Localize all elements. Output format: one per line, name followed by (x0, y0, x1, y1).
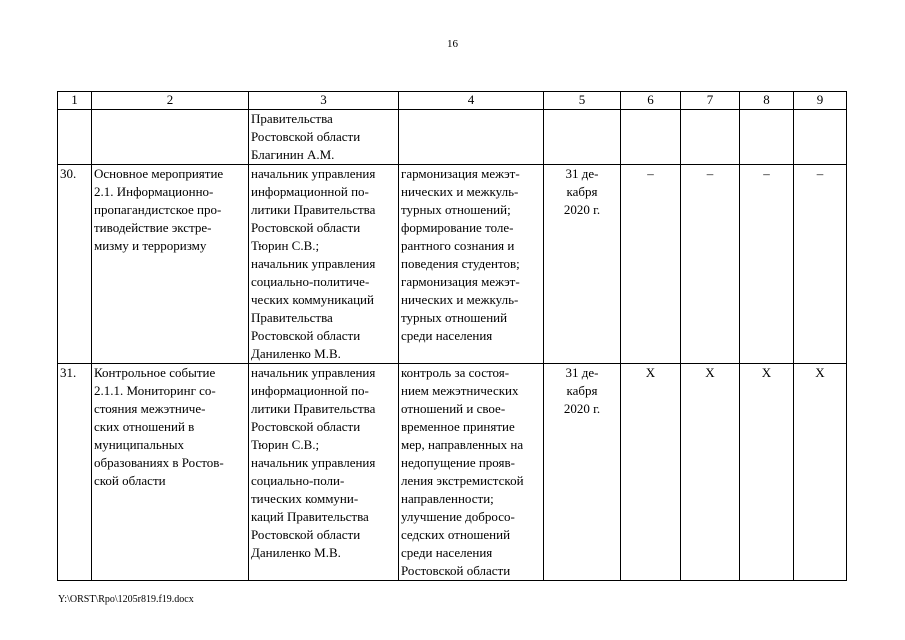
cell-line: образованиях в Ростов- (94, 455, 224, 470)
cell-line: Ростовской области (251, 129, 361, 144)
cell-line: нических и межкуль- (401, 184, 519, 199)
expected-result-cell (399, 364, 544, 581)
cell-line: отношений и свое- (401, 401, 506, 416)
cell-line: Ростовской области (251, 527, 361, 542)
expected-result-cell (399, 165, 544, 364)
cell-line: гармонизация межэт- (401, 166, 520, 181)
cell-line: информационной по- (251, 383, 369, 398)
cell-line: 31 де- (565, 365, 599, 380)
cell-line: начальник управления (251, 365, 376, 380)
cell-line: ления экстремистской (401, 473, 524, 488)
cell-line: Основное мероприятие (94, 166, 224, 181)
col-6-cell (621, 110, 681, 165)
cell-line: стояния межэтниче- (94, 401, 206, 416)
cell-line: кабря (566, 383, 598, 398)
cell-line: Ростовской области (251, 419, 361, 434)
table-row (58, 364, 847, 581)
column-number: 9 (794, 92, 847, 110)
cell-line: муниципальных (94, 437, 185, 452)
cell-line: литики Правительства (251, 202, 376, 217)
cell-line: Ростовской области (251, 328, 361, 343)
activity-name-cell (92, 110, 249, 165)
page-number: 16 (447, 38, 458, 50)
cell-line: Даниленко М.В. (251, 346, 341, 361)
cell-line: формирование толе- (401, 220, 514, 235)
cell-line: 2020 г. (563, 202, 601, 217)
cell-line: мизму и терроризму (94, 238, 207, 253)
table-row (58, 110, 847, 165)
cell-line: недопущение прояв- (401, 455, 515, 470)
cell-line: гармонизация межэт- (401, 274, 520, 289)
cell-line: начальник управления (251, 166, 376, 181)
cell-line: тиводействие экстре- (94, 220, 212, 235)
cell-line: начальник управления (251, 455, 376, 470)
cell-line: социально-поли- (251, 473, 345, 488)
cell-line: рантного сознания и (401, 238, 515, 253)
column-number: 2 (92, 92, 249, 110)
col-8-cell: Х (740, 364, 794, 581)
cell-line: Благинин А.М. (251, 147, 335, 162)
column-number: 4 (399, 92, 544, 110)
table-row (58, 165, 847, 364)
activity-name-cell (92, 165, 249, 364)
cell-line: среди населения (401, 545, 493, 560)
cell-line: 31 де- (565, 166, 599, 181)
cell-line: Правительства (251, 111, 333, 126)
cell-line: Даниленко М.В. (251, 545, 341, 560)
cell-line: информационной по- (251, 184, 369, 199)
column-number: 8 (740, 92, 794, 110)
col-6-cell: – (621, 165, 681, 364)
cell-line: поведения студентов; (401, 256, 520, 271)
cell-line: литики Правительства (251, 401, 376, 416)
col-9-cell: – (794, 165, 847, 364)
cell-line: ских отношений в (94, 419, 195, 434)
cell-line: 2.1.1. Мониторинг со- (94, 383, 216, 398)
cell-line: начальник управления (251, 256, 376, 271)
cell-line: улучшение добросо- (401, 509, 515, 524)
expected-result-cell (399, 110, 544, 165)
col-6-cell: Х (621, 364, 681, 581)
cell-line: кабря (566, 184, 598, 199)
deadline-cell (544, 165, 621, 364)
column-number: 1 (58, 92, 92, 110)
column-number: 5 (544, 92, 621, 110)
activity-name-cell (92, 364, 249, 581)
cell-line: ческих коммуникаций (251, 292, 374, 307)
column-number-row (58, 92, 847, 110)
cell-line: Ростовской области (401, 563, 511, 578)
col-8-cell (740, 110, 794, 165)
row-number-cell: 30. (58, 165, 92, 364)
column-number: 3 (249, 92, 399, 110)
cell-line: тических коммуни- (251, 491, 359, 506)
cell-line: среди населения (401, 328, 493, 343)
cell-line: контроль за состоя- (401, 365, 510, 380)
deadline-cell (544, 110, 621, 165)
responsible-cell (249, 364, 399, 581)
row-number-cell (58, 110, 92, 165)
activities-table (57, 91, 847, 581)
deadline-cell (544, 364, 621, 581)
col-7-cell (681, 110, 740, 165)
cell-line: Правительства (251, 310, 333, 325)
cell-line: пропагандистское про- (94, 202, 222, 217)
col-9-cell: Х (794, 364, 847, 581)
row-number-cell: 31. (58, 364, 92, 581)
cell-line: ской области (94, 473, 166, 488)
cell-line: Тюрин С.В.; (251, 437, 320, 452)
cell-line: нических и межкуль- (401, 292, 519, 307)
cell-line: 2.1. Информационно- (94, 184, 214, 199)
cell-line: нием межэтнических (401, 383, 519, 398)
cell-line: временное принятие (401, 419, 515, 434)
col-8-cell: – (740, 165, 794, 364)
cell-line: направленности; (401, 491, 494, 506)
cell-line: мер, направленных на (401, 437, 524, 452)
cell-line: каций Правительства (251, 509, 369, 524)
responsible-cell (249, 165, 399, 364)
cell-line: Тюрин С.В.; (251, 238, 320, 253)
column-number: 6 (621, 92, 681, 110)
responsible-cell (249, 110, 399, 165)
cell-line: социально-политиче- (251, 274, 370, 289)
file-path-footer: Y:\ORST\Rpo\1205r819.f19.docx (58, 594, 194, 605)
cell-line: седских отношений (401, 527, 511, 542)
cell-line: 2020 г. (563, 401, 601, 416)
col-9-cell (794, 110, 847, 165)
cell-line: Контрольное событие (94, 365, 216, 380)
column-number: 7 (681, 92, 740, 110)
col-7-cell: – (681, 165, 740, 364)
col-7-cell: Х (681, 364, 740, 581)
cell-line: Ростовской области (251, 220, 361, 235)
cell-line: турных отношений; (401, 202, 511, 217)
cell-line: турных отношений (401, 310, 508, 325)
